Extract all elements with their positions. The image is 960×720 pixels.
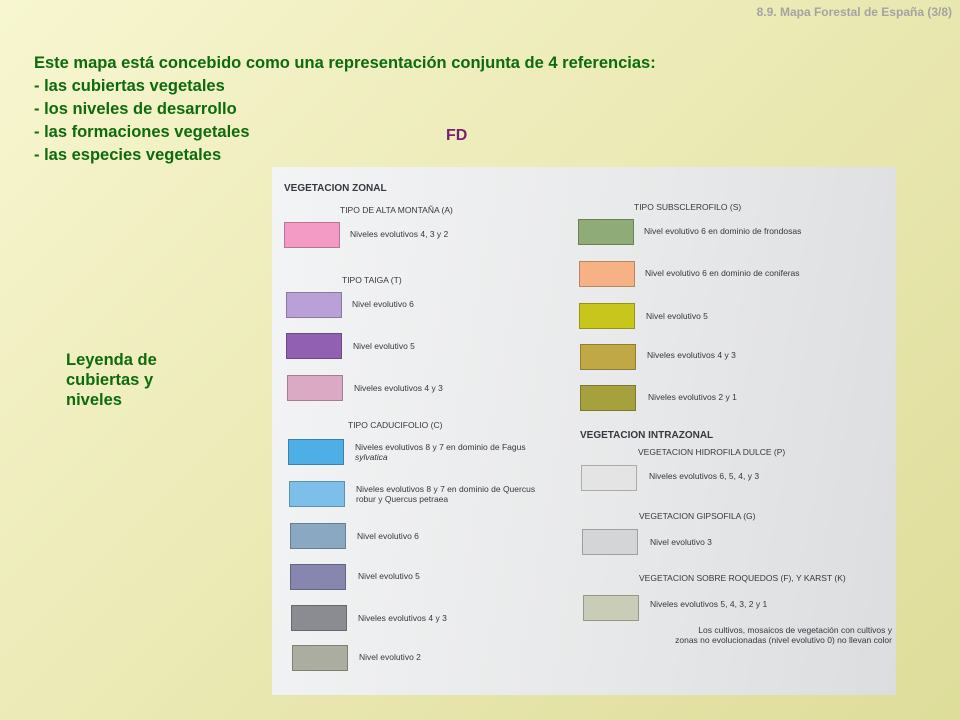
intro-line: - los niveles de desarrollo: [34, 100, 237, 118]
label-caduc-3: Nivel evolutivo 6: [357, 531, 419, 541]
slide-number: 8.9. Mapa Forestal de España (3/8): [756, 5, 952, 19]
swatch-hidro-1: [581, 465, 637, 491]
label-alta-1: Niveles evolutivos 4, 3 y 2: [350, 229, 449, 239]
legend-caption-line: Leyenda de: [66, 351, 157, 369]
intrazonal-heading: VEGETACION INTRAZONAL: [580, 430, 714, 441]
swatch-subscl-1: [578, 219, 634, 245]
hidro-title: VEGETACION HIDROFILA DULCE (P): [638, 447, 786, 457]
swatch-caduc-1: [288, 439, 344, 465]
label-caduc-1: [355, 442, 526, 462]
taiga-title: TIPO TAIGA (T): [342, 275, 402, 285]
label-subscl-3: Nivel evolutivo 5: [646, 311, 708, 321]
swatch-roq-1: [583, 595, 639, 621]
intro-line: - las formaciones vegetales: [34, 123, 250, 141]
swatch-caduc-5: [291, 605, 347, 631]
swatch-taiga-1: [286, 292, 342, 318]
label-caduc-2b: robur y Quercus petraea: [356, 494, 449, 504]
legend-note-line: Los cultivos, mosaicos de vegetación con cultivos y: [698, 625, 892, 635]
swatch-caduc-6: [292, 645, 348, 671]
label-roq-1: Niveles evolutivos 5, 4, 3, 2 y 1: [650, 599, 768, 609]
swatch-caduc-4: [290, 564, 346, 590]
legend-note: [675, 625, 892, 645]
label-taiga-2: Nivel evolutivo 5: [353, 341, 415, 351]
gips-title: VEGETACION GIPSOFILA (G): [639, 511, 756, 521]
zonal-heading: VEGETACION ZONAL: [284, 183, 387, 194]
legend-caption-line: niveles: [66, 391, 122, 409]
swatch-taiga-3: [287, 375, 343, 401]
subscl-title: TIPO SUBSCLEROFILO (S): [634, 202, 742, 212]
swatch-caduc-3: [290, 523, 346, 549]
swatch-gips-1: [582, 529, 638, 555]
swatch-subscl-3: [579, 303, 635, 329]
label-gips-1: Nivel evolutivo 3: [650, 537, 712, 547]
swatch-taiga-2: [286, 333, 342, 359]
swatch-caduc-2: [289, 481, 345, 507]
intro-line: - las especies vegetales: [34, 146, 222, 164]
legend-note-line: zonas no evolucionadas (nivel evolutivo 0) no llevan color: [675, 635, 892, 645]
label-caduc-5: Niveles evolutivos 4 y 3: [358, 613, 447, 623]
label-subscl-2: Nivel evolutivo 6 en dominio de coniferas: [645, 268, 800, 278]
label-subscl-4: Niveles evolutivos 4 y 3: [647, 350, 736, 360]
swatch-subscl-2: [579, 261, 635, 287]
swatch-subscl-5: [580, 385, 636, 411]
swatch-alta-1: [284, 222, 340, 248]
intro-text: [34, 52, 656, 167]
intro-line: - las cubiertas vegetales: [34, 77, 225, 95]
swatch-subscl-4: [580, 344, 636, 370]
label-caduc-2a: Niveles evolutivos 8 y 7 en dominio de Quercus: [356, 484, 536, 494]
legend-caption-line: cubiertas y: [66, 371, 154, 389]
label-subscl-5: Niveles evolutivos 2 y 1: [648, 392, 737, 402]
label-caduc-2: [356, 484, 535, 504]
caduc-title: TIPO CADUCIFOLIO (C): [348, 420, 443, 430]
label-caduc-1b: sylvatica: [355, 452, 388, 462]
label-taiga-3: Niveles evolutivos 4 y 3: [354, 383, 443, 393]
intro-line: Este mapa está concebido como una representación conjunta de 4 referencias:: [34, 54, 656, 72]
label-taiga-1: Nivel evolutivo 6: [352, 299, 414, 309]
label-caduc-6: Nivel evolutivo 2: [359, 652, 421, 662]
fd-label: FD: [446, 127, 468, 144]
legend-caption: [66, 350, 157, 410]
label-subscl-1: Nivel evolutivo 6 en dominio de frondosas: [644, 226, 802, 236]
legend-scan: [272, 167, 896, 695]
label-caduc-4: Nivel evolutivo 5: [358, 571, 420, 581]
label-caduc-1a: Niveles evolutivos 8 y 7 en dominio de Fagus: [355, 442, 526, 452]
alta-title: TIPO DE ALTA MONTAÑA (A): [340, 205, 453, 215]
roq-title: VEGETACION SOBRE ROQUEDOS (F), Y KARST (K): [639, 573, 846, 583]
label-hidro-1: Niveles evolutivos 6, 5, 4, y 3: [649, 471, 760, 481]
